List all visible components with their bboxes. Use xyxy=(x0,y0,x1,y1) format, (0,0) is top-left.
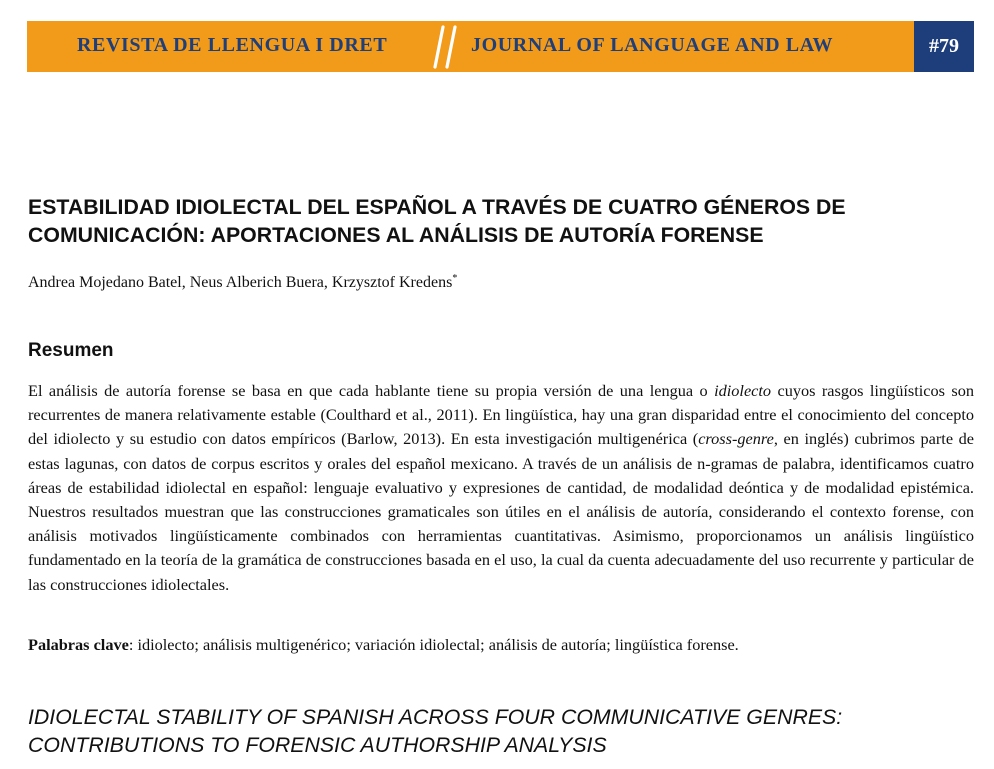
keywords-list: : idiolecto; análisis multigenérico; variación idiolectal; análisis de autoría; lingüística forense. xyxy=(128,635,739,654)
abstract-text xyxy=(28,379,974,597)
double-slash-icon xyxy=(429,23,463,71)
abstract-part-2: cuyos rasgos lingüísticos son recurrentes de manera relativamente estable (Coulthard et al., 2011). En lingüística, hay una gran disparidad entre el conocimiento del concepto del idiolecto y su estudio con datos empíricos (Barlow, 2013). En esta investigación multigenérica ( xyxy=(28,381,975,449)
article-title: ESTABILIDAD IDIOLECTAL DEL ESPAÑOL A TRAVÉS DE CUATRO GÉNEROS DE COMUNICACIÓN: APORTACIONES AL ANÁLISIS DE AUTORÍA FORENSE xyxy=(28,195,846,247)
journal-name-catalan: REVISTA DE LLENGUA I DRET xyxy=(77,34,388,56)
header-band xyxy=(27,21,914,72)
journal-header xyxy=(27,21,974,72)
abstract-heading: Resumen xyxy=(28,340,114,361)
abstract-term-idiolecto: idiolecto xyxy=(714,381,772,400)
journal-name-english: JOURNAL OF LANGUAGE AND LAW xyxy=(471,34,834,56)
abstract-term-cross-genre: cross-genre xyxy=(698,429,774,449)
keywords-label: Palabras clave xyxy=(28,635,129,654)
keywords xyxy=(28,633,974,657)
author-footnote-mark[interactable]: * xyxy=(452,273,458,284)
abstract-part-1: El análisis de autoría forense se basa en que cada hablante tiene su propia versión de una lengua o xyxy=(28,381,715,400)
author-list xyxy=(28,273,457,292)
authors-text: Andrea Mojedano Batel, Neus Alberich Buera, Krzysztof Kredens xyxy=(28,274,453,291)
abstract-part-3: , en inglés) cubrimos parte de estas lagunas, con datos de corpus escritos y orales del español mexicano. A través de un análisis de n-gramas de palabra, identificamos cuatro áreas de estabilidad idiolectal en español: lenguaje evaluativo y expresiones de cantidad, de modalidad deóntica y de modalidad epistémica. Nuestros resultados muestran que las construcciones gramaticales son útiles en el análisis de autoría, considerando el contexto forense, con análisis motivados lingüísticamente combinados con herramientas cuantitativas. Asimismo, proporcionamos un análisis lingüístico fundamentado en la teoría de la gramática de construcciones basada en el uso, la cual da cuenta adecuadamente del uso recurrente y particular de las construcciones idiolectales. xyxy=(28,429,974,594)
issue-number: #79 xyxy=(914,21,974,72)
english-title: IDIOLECTAL STABILITY OF SPANISH ACROSS FOUR COMMUNICATIVE GENRES: CONTRIBUTIONS TO FORENSIC AUTHORSHIP ANALYSIS xyxy=(28,705,843,757)
